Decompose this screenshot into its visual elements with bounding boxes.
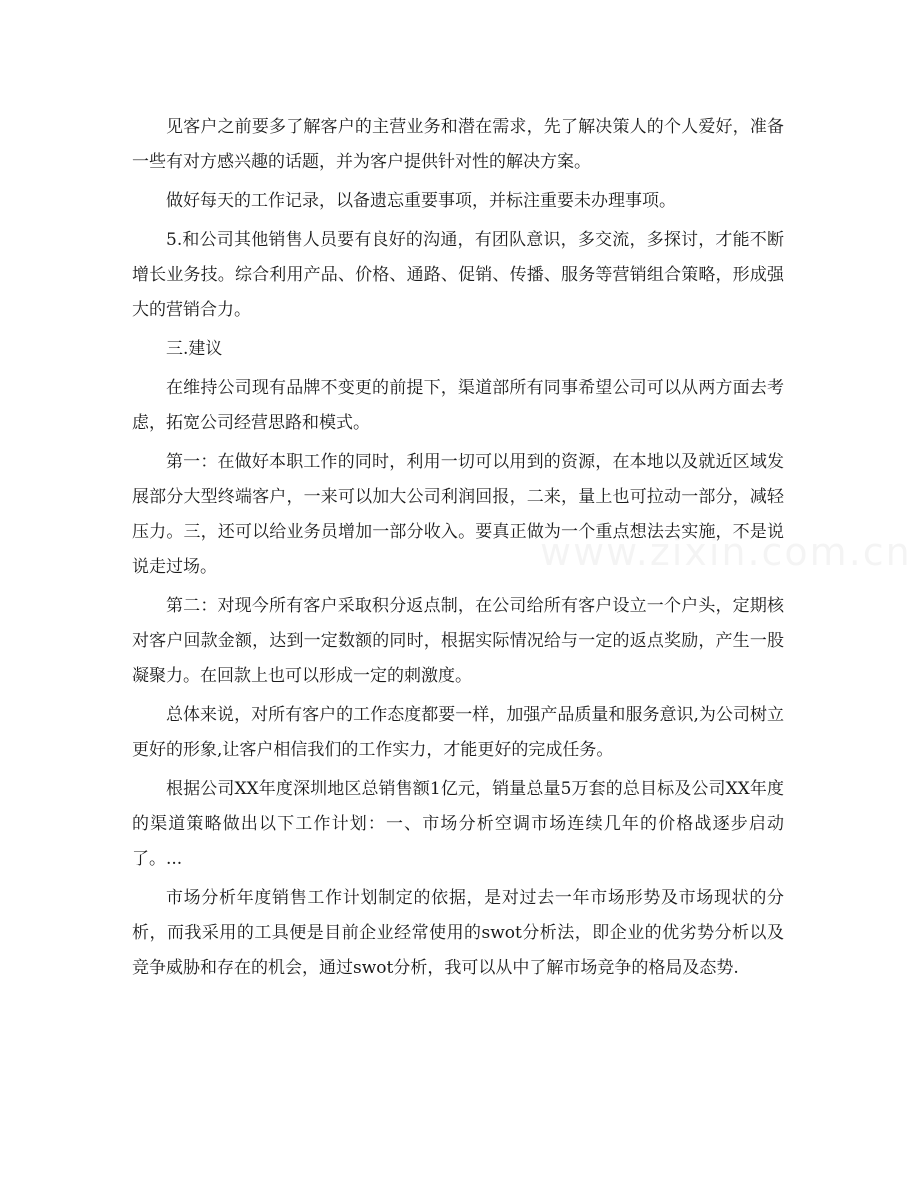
paragraph-team-communication: 5.和公司其他销售人员要有良好的沟通，有团队意识，多交流，多探讨，才能不断增长业务技。综合利用产品、价格、通路、促销、传播、服务等营销组合策略，形成强大的营销合力。 [132,230,784,320]
paragraph-summary: 总体来说，对所有客户的工作态度都要一样，加强产品质量和服务意识,为公司树立更好的形象,让客户相信我们的工作实力，才能更好的完成任务。 [132,705,784,760]
paragraph-market-analysis: 市场分析年度销售工作计划制定的依据，是对过去一年市场形势及市场现状的分析，而我采用的工具便是目前企业经常使用的swot分析法，即企业的优劣势分析以及竞争威胁和存在的机会，通过swot分析，我可以从中了解市场竞争的格局及态势. [132,888,784,978]
paragraph-suggestion-second: 第二：对现今所有客户采取积分返点制，在公司给所有客户设立一个户头，定期核对客户回款金额，达到一定数额的同时，根据实际情况给与一定的返点奖励，产生一股凝聚力。在回款上也可以形成一定的刺激度。 [132,596,784,686]
paragraph-suggestion-first: 第一：在做好本职工作的同时，利用一切可以用到的资源，在本地以及就近区域发展部分大型终端客户，一来可以加大公司利润回报，二来，量上也可拉动一部分，减轻压力。三，还可以给业务员增加一部分收入。要真正做为一个重点想法去实施，不是说说走过场。 [132,452,784,577]
paragraph-client-prep: 见客户之前要多了解客户的主营业务和潜在需求，先了解决策人的个人爱好，准备一些有对方感兴趣的话题，并为客户提供针对性的解决方案。 [132,117,784,172]
watermark-text [540,530,912,574]
paragraph-sales-plan: 根据公司XX年度深圳地区总销售额1亿元，销量总量5万套的总目标及公司XX年度的渠道策略做出以下工作计划：一、市场分析空调市场连续几年的价格战逐步启动了。... [132,779,784,869]
paragraph-work-record: 做好每天的工作记录，以备遗忘重要事项，并标注重要未办理事项。 [166,191,676,211]
section-heading-suggestions: 三.建议 [166,339,223,359]
paragraph-suggestion-intro: 在维持公司现有品牌不变更的前提下，渠道部所有同事希望公司可以从两方面去考虑，拓宽公司经营思路和模式。 [132,378,784,433]
